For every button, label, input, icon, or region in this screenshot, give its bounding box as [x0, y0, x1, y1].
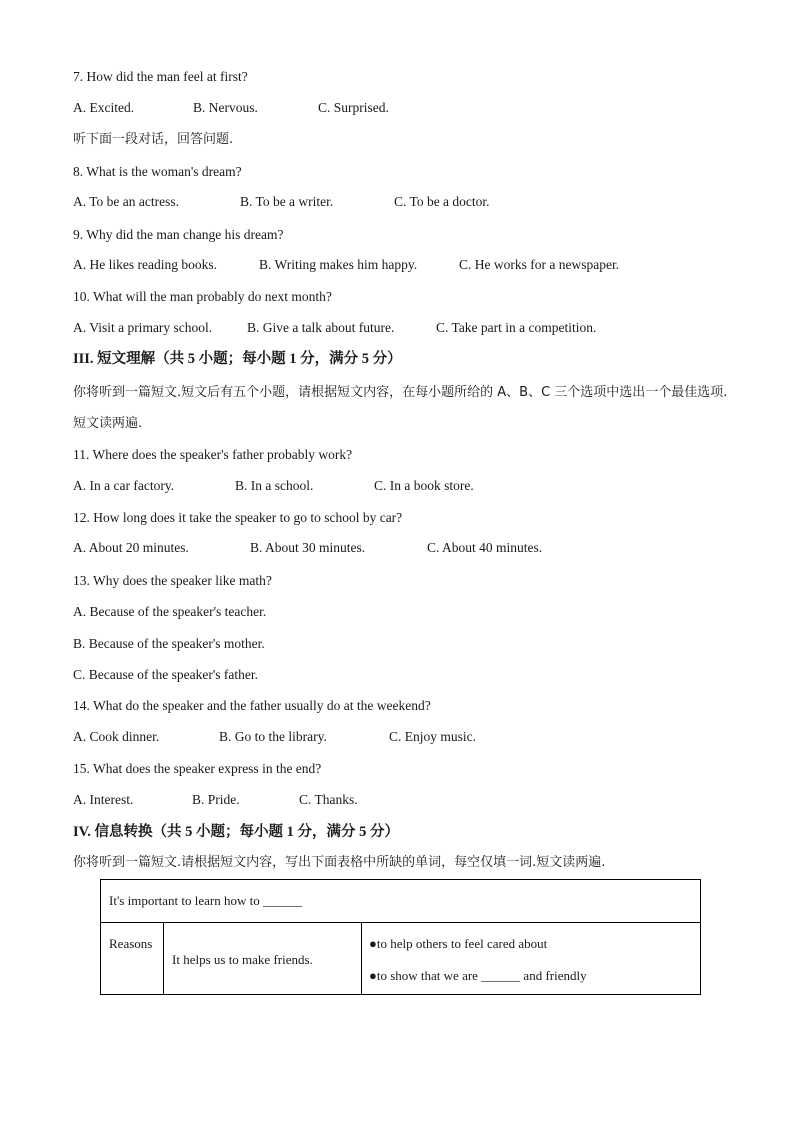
table-divider-col2	[361, 922, 362, 994]
section-3-heading: III. 短文理解（共 5 小题；每小题 1 分，满分 5 分）	[73, 351, 402, 367]
option-10a: A. Visit a primary school.	[73, 320, 213, 335]
table-middle-cell: It helps us to make friends.	[172, 952, 313, 967]
option-13c: C. Because of the speaker's father.	[73, 667, 258, 682]
option-9c: C. He works for a newspaper.	[459, 257, 620, 272]
question-12: 12. How long does it take the speaker to go to school by car?	[73, 510, 403, 525]
option-14b: B. Go to the library.	[219, 729, 327, 744]
option-8a: A. To be an actress.	[73, 194, 180, 209]
option-8c: C. To be a doctor.	[394, 194, 490, 209]
option-14a: A. Cook dinner.	[73, 729, 160, 744]
question-11: 11. Where does the speaker's father probably work?	[73, 447, 353, 462]
question-9: 9. Why did the man change his dream?	[73, 227, 284, 242]
option-15a: A. Interest.	[73, 792, 134, 807]
option-12a: A. About 20 minutes.	[73, 540, 189, 555]
question-10: 10. What will the man probably do next month?	[73, 289, 332, 304]
option-7c: C. Surprised.	[318, 100, 389, 115]
option-10c: C. Take part in a competition.	[436, 320, 597, 335]
option-11b: B. In a school.	[235, 478, 314, 493]
section-3-instruction: 你将听到一篇短文.短文后有五个小题，请根据短文内容，在每小题所给的 A、B、C 三个选项中选出一个最佳选项.短文读两遍.	[73, 385, 728, 431]
table-bullet-2: ●to show that we are ______ and friendly	[369, 968, 587, 983]
option-7b: B. Nervous.	[193, 100, 258, 115]
table-divider-row	[101, 922, 700, 923]
question-8: 8. What is the woman's dream?	[73, 164, 242, 179]
question-7: 7. How did the man feel at first?	[73, 69, 248, 84]
option-8b: B. To be a writer.	[240, 194, 334, 209]
table-divider-col1	[163, 922, 164, 994]
info-table	[100, 879, 701, 995]
question-14: 14. What do the speaker and the father usually do at the weekend?	[73, 698, 431, 713]
option-15b: B. Pride.	[192, 792, 240, 807]
option-13b: B. Because of the speaker's mother.	[73, 636, 265, 651]
option-13a: A. Because of the speaker's teacher.	[73, 604, 267, 619]
question-15: 15. What does the speaker express in the end?	[73, 761, 322, 776]
question-13: 13. Why does the speaker like math?	[73, 573, 272, 588]
option-12b: B. About 30 minutes.	[250, 540, 366, 555]
option-9a: A. He likes reading books.	[73, 257, 217, 272]
option-11c: C. In a book store.	[374, 478, 474, 493]
table-reasons-label: Reasons	[109, 936, 153, 951]
dialogue-instruction: 听下面一段对话，回答问题.	[73, 132, 234, 147]
section-4-instruction: 你将听到一篇短文.请根据短文内容，写出下面表格中所缺的单词，每空仅填一词.短文读两遍.	[73, 855, 606, 870]
table-bullet-1: ●to help others to feel cared about	[369, 936, 548, 951]
option-7a: A. Excited.	[73, 100, 135, 115]
section-4-heading: IV. 信息转换（共 5 小题；每小题 1 分，满分 5 分）	[73, 824, 399, 840]
option-9b: B. Writing makes him happy.	[259, 257, 418, 272]
option-10b: B. Give a talk about future.	[247, 320, 395, 335]
option-11a: A. In a car factory.	[73, 478, 175, 493]
option-14c: C. Enjoy music.	[389, 729, 476, 744]
option-15c: C. Thanks.	[299, 792, 358, 807]
table-top-row: It's important to learn how to ______	[109, 893, 302, 908]
option-12c: C. About 40 minutes.	[427, 540, 543, 555]
